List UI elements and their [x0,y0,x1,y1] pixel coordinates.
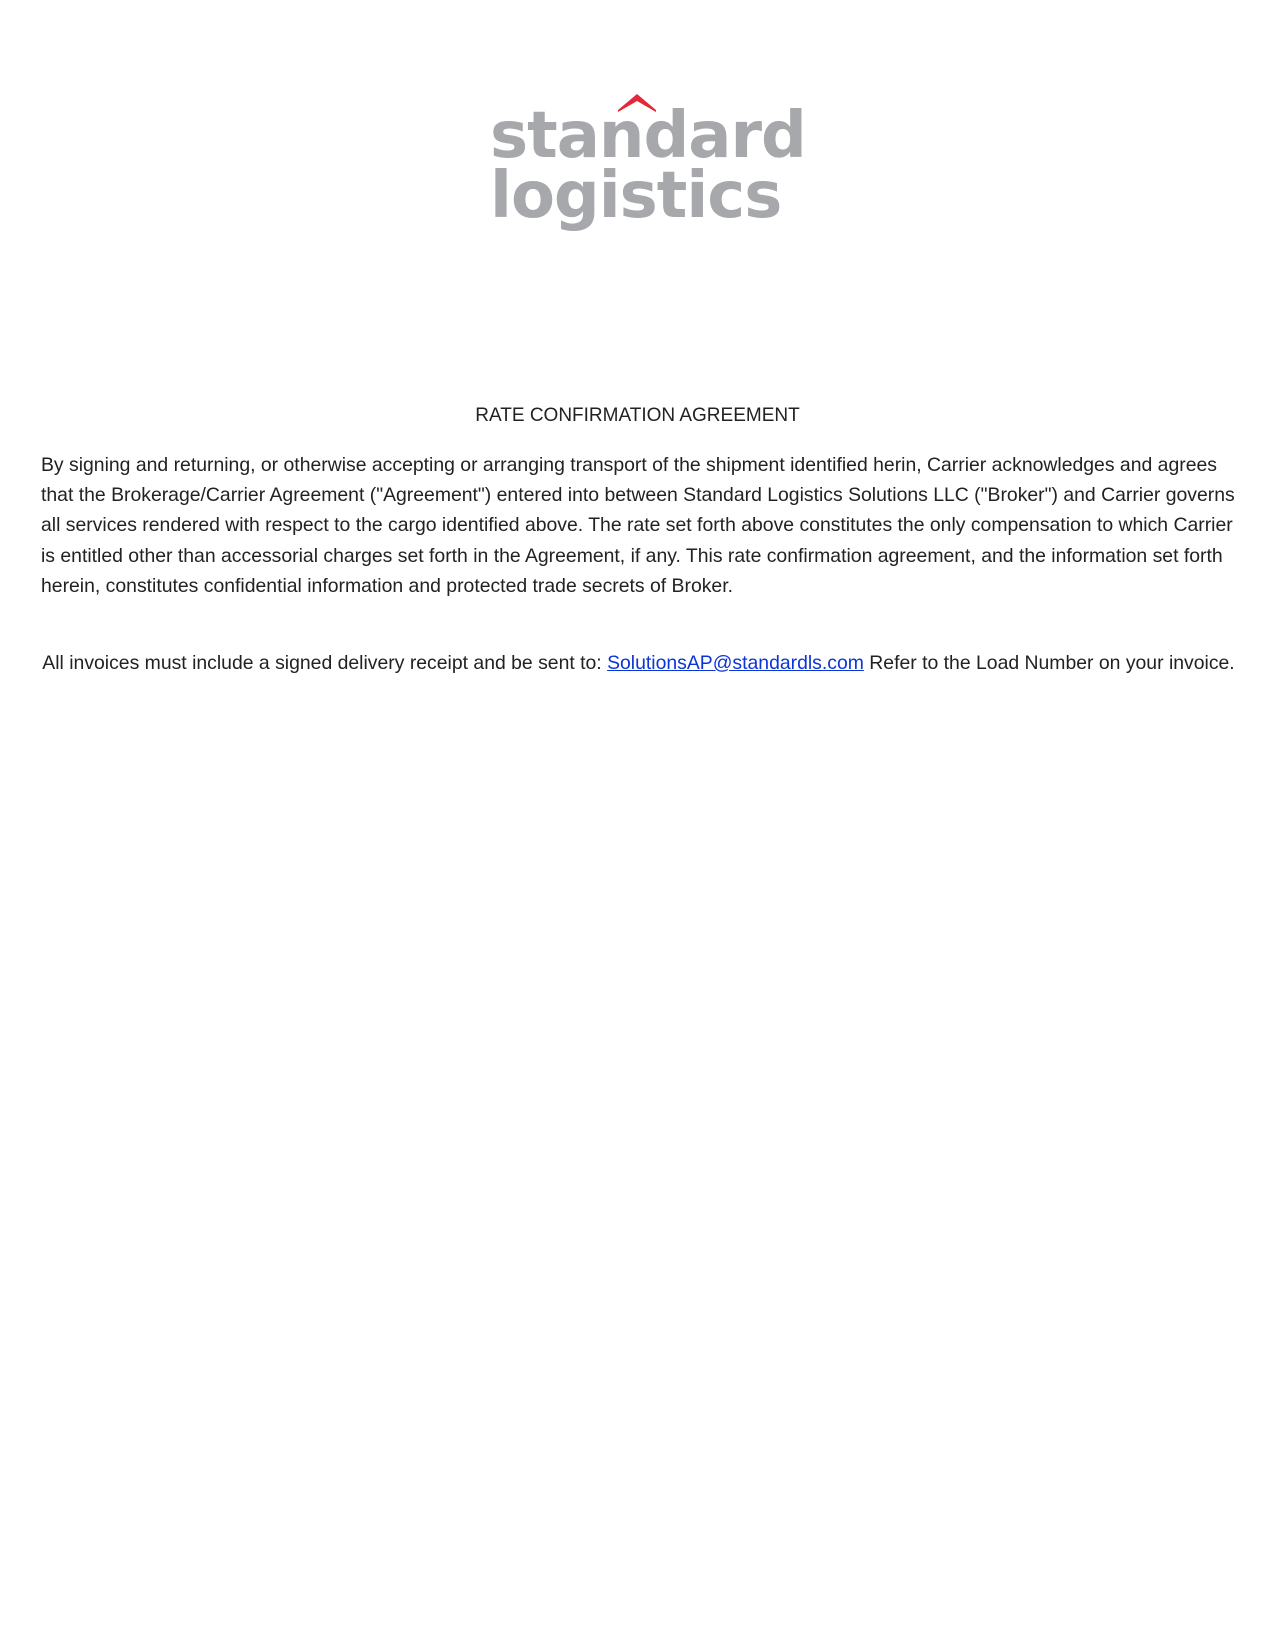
invoice-instructions-prefix: All invoices must include a signed delivery receipt and be sent to: [42,652,608,674]
invoice-instructions [41,648,1236,678]
logo-text-standard: standard [490,99,806,173]
agreement-paragraph: By signing and returning, or otherwise accepting or arranging transport of the shipment identified herin, Carrier acknowledges and agrees that the Brokerage/Carrier Agreement ("Agreement") entered into between Standard Logistics Solutions LLC ("Broker") and Carrier governs all services rendered with respect to the cargo identified above. The rate set forth above constitutes the only compensation to which Carrier is entitled other than accessorial charges set forth in the Agreement, if any. This rate confirmation agreement, and the information set forth herein, constitutes confidential information and protected trade secrets of Broker. [41,454,1235,597]
document-title: RATE CONFIRMATION AGREEMENT [475,405,800,426]
invoice-email-link[interactable]: SolutionsAP@standardls.com [607,652,864,674]
logo-text-logistics: logistics [490,159,782,233]
company-logo [490,88,806,238]
invoice-instructions-suffix: Refer to the Load Number on your invoice. [863,652,1235,674]
